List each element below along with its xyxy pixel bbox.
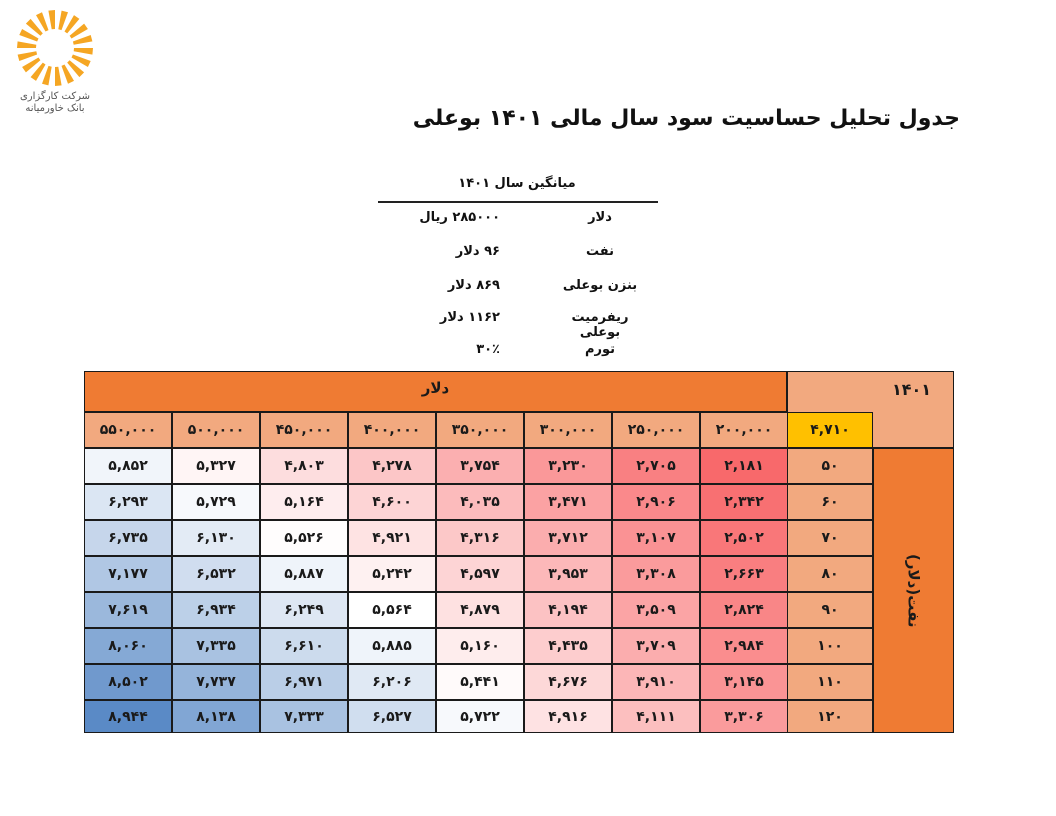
average-label: ریفرمیت بوعلی <box>571 310 629 340</box>
table-cell: ۲,۹۸۴ <box>700 628 788 664</box>
dollar-column-header: ۳۵۰,۰۰۰ <box>436 412 524 448</box>
table-cell: ۳,۹۵۳ <box>524 556 612 592</box>
average-value: ۳۰٪ <box>476 342 500 357</box>
table-cell: ۶,۷۳۵ <box>84 520 172 556</box>
average-value: ۲۸۵۰۰۰ ریال <box>419 210 500 225</box>
table-cell: ۴,۱۱۱ <box>612 700 700 733</box>
oil-row-header: ۷۰ <box>787 520 873 556</box>
average-label: دلار <box>588 210 612 225</box>
average-row-reformate <box>380 310 670 340</box>
table-cell: ۴,۵۹۷ <box>436 556 524 592</box>
table-cell: ۳,۷۰۹ <box>612 628 700 664</box>
year-header: ۱۴۰۱ <box>787 371 954 448</box>
average-value: ۱۱۶۲ دلار <box>439 310 500 325</box>
oil-row-header: ۱۱۰ <box>787 664 873 700</box>
average-label: بنزن بوعلی <box>562 278 638 293</box>
table-cell: ۲,۱۸۱ <box>700 448 788 484</box>
table-cell: ۲,۵۰۲ <box>700 520 788 556</box>
table-cell: ۶,۹۳۴ <box>172 592 260 628</box>
table-cell: ۶,۲۴۹ <box>260 592 348 628</box>
averages-header: میانگین سال ۱۴۰۱ <box>458 176 576 191</box>
oil-row-header: ۱۰۰ <box>787 628 873 664</box>
table-cell: ۷,۶۱۹ <box>84 592 172 628</box>
dollar-column-header: ۴۰۰,۰۰۰ <box>348 412 436 448</box>
table-cell: ۴,۱۹۴ <box>524 592 612 628</box>
table-cell: ۵,۸۸۷ <box>260 556 348 592</box>
table-cell: ۴,۳۱۶ <box>436 520 524 556</box>
table-cell: ۳,۹۱۰ <box>612 664 700 700</box>
table-cell: ۸,۵۰۲ <box>84 664 172 700</box>
table-cell: ۳,۷۱۲ <box>524 520 612 556</box>
average-row-inflation <box>380 342 670 364</box>
oil-row-header: ۸۰ <box>787 556 873 592</box>
dollar-column-header: ۵۵۰,۰۰۰ <box>84 412 172 448</box>
table-cell: ۷,۱۷۷ <box>84 556 172 592</box>
table-cell: ۴,۹۱۶ <box>524 700 612 733</box>
table-cell: ۴,۸۰۳ <box>260 448 348 484</box>
table-cell: ۶,۲۹۳ <box>84 484 172 520</box>
dollar-column-header: ۲۰۰,۰۰۰ <box>700 412 788 448</box>
oil-row-header: ۵۰ <box>787 448 873 484</box>
table-cell: ۶,۶۱۰ <box>260 628 348 664</box>
table-cell: ۶,۹۷۱ <box>260 664 348 700</box>
dollar-column-header: ۲۵۰,۰۰۰ <box>612 412 700 448</box>
logo-line-1: شرکت کارگزاری <box>19 91 90 102</box>
table-cell: ۵,۸۸۵ <box>348 628 436 664</box>
averages-divider <box>378 201 658 203</box>
table-cell: ۸,۹۴۴ <box>84 700 172 733</box>
table-cell: ۵,۷۲۲ <box>436 700 524 733</box>
average-value: ۹۶ دلار <box>455 244 500 259</box>
table-cell: ۵,۸۵۲ <box>84 448 172 484</box>
table-cell: ۲,۸۲۴ <box>700 592 788 628</box>
table-cell: ۳,۱۴۵ <box>700 664 788 700</box>
table-cell: ۴,۴۳۵ <box>524 628 612 664</box>
table-cell: ۶,۵۲۷ <box>348 700 436 733</box>
average-value: ۸۶۹ دلار <box>447 278 500 293</box>
average-label: نفت <box>586 244 614 259</box>
table-cell: ۸,۱۳۸ <box>172 700 260 733</box>
average-row-dollar <box>380 210 670 232</box>
table-cell: ۷,۳۳۵ <box>172 628 260 664</box>
table-cell: ۴,۶۷۶ <box>524 664 612 700</box>
table-cell: ۲,۹۰۶ <box>612 484 700 520</box>
base-value-cell: ۴,۷۱۰ <box>787 412 873 448</box>
table-cell: ۵,۴۴۱ <box>436 664 524 700</box>
logo-text <box>8 91 102 115</box>
table-cell: ۳,۳۰۶ <box>700 700 788 733</box>
table-cell: ۲,۶۶۳ <box>700 556 788 592</box>
table-cell: ۳,۷۵۴ <box>436 448 524 484</box>
oil-row-header: ۹۰ <box>787 592 873 628</box>
table-cell: ۲,۷۰۵ <box>612 448 700 484</box>
oil-axis-label-text: نفت(دلار) <box>904 553 923 628</box>
table-cell: ۳,۴۷۱ <box>524 484 612 520</box>
table-cell: ۳,۳۰۸ <box>612 556 700 592</box>
average-row-oil <box>380 244 670 266</box>
oil-axis-label <box>873 448 954 733</box>
table-cell: ۴,۲۷۸ <box>348 448 436 484</box>
table-cell: ۴,۶۰۰ <box>348 484 436 520</box>
table-cell: ۵,۱۶۴ <box>260 484 348 520</box>
table-cell: ۴,۹۲۱ <box>348 520 436 556</box>
sensitivity-table <box>84 371 954 733</box>
sun-logo-icon <box>12 8 98 88</box>
page-title: جدول تحلیل حساسیت سود سال مالی ۱۴۰۱ بوعلی <box>412 106 960 131</box>
average-row-benzene <box>380 278 670 300</box>
table-cell: ۸,۰۶۰ <box>84 628 172 664</box>
table-cell: ۳,۱۰۷ <box>612 520 700 556</box>
oil-row-header: ۱۲۰ <box>787 700 873 733</box>
table-cell: ۶,۵۳۲ <box>172 556 260 592</box>
table-cell: ۵,۳۲۷ <box>172 448 260 484</box>
table-cell: ۴,۸۷۹ <box>436 592 524 628</box>
table-cell: ۵,۵۲۶ <box>260 520 348 556</box>
oil-row-header: ۶۰ <box>787 484 873 520</box>
table-cell: ۷,۳۳۳ <box>260 700 348 733</box>
table-cell: ۳,۵۰۹ <box>612 592 700 628</box>
dollar-column-header: ۵۰۰,۰۰۰ <box>172 412 260 448</box>
dollar-column-header: ۳۰۰,۰۰۰ <box>524 412 612 448</box>
dollar-column-header: ۴۵۰,۰۰۰ <box>260 412 348 448</box>
table-cell: ۶,۱۳۰ <box>172 520 260 556</box>
table-cell: ۲,۳۴۲ <box>700 484 788 520</box>
logo-line-2: بانک خاورمیانه <box>25 103 85 114</box>
company-logo <box>8 8 102 115</box>
table-cell: ۵,۲۴۲ <box>348 556 436 592</box>
table-cell: ۳,۲۳۰ <box>524 448 612 484</box>
table-cell: ۵,۱۶۰ <box>436 628 524 664</box>
table-cell: ۷,۷۳۷ <box>172 664 260 700</box>
average-label: تورم <box>584 342 616 357</box>
table-cell: ۵,۵۶۴ <box>348 592 436 628</box>
dollar-header: دلار <box>84 371 787 412</box>
table-cell: ۵,۷۲۹ <box>172 484 260 520</box>
table-cell: ۶,۲۰۶ <box>348 664 436 700</box>
table-cell: ۴,۰۳۵ <box>436 484 524 520</box>
